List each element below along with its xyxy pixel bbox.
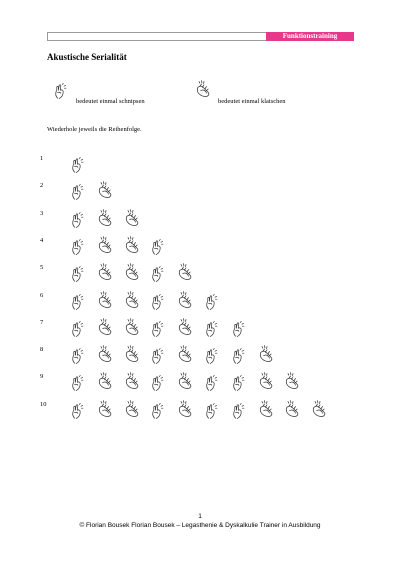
- snap-hand-icon: [149, 318, 165, 340]
- snap-hand-icon: [230, 400, 246, 422]
- clap-hands-icon: [96, 343, 116, 365]
- instruction-text: Wiederhole jeweils die Reihenfolge.: [47, 126, 142, 133]
- clap-hands-icon: [123, 343, 143, 365]
- snap-hand-icon: [230, 345, 246, 367]
- clap-hands-icon: [257, 343, 277, 365]
- clap-hands-icon: [176, 343, 196, 365]
- snap-hand-icon: [149, 400, 165, 422]
- snap-hand-icon: [149, 263, 165, 285]
- row-number: 8: [40, 346, 44, 354]
- row-number: 5: [40, 264, 44, 272]
- sequence-row: [40, 179, 360, 206]
- snap-hand-icon: [149, 236, 165, 258]
- header-tag: Funktionstraining: [266, 32, 354, 41]
- snap-hand-icon: [203, 291, 219, 313]
- snap-hand-icon: [69, 263, 85, 285]
- snap-hand-icon: [69, 291, 85, 313]
- snap-hand-icon: [149, 372, 165, 394]
- row-number: 2: [40, 182, 44, 190]
- clap-hands-icon: [283, 370, 303, 392]
- legend-clap-text: bedeutet einmal klatschen: [218, 98, 286, 105]
- snap-hand-icon: [69, 345, 85, 367]
- clap-hands-icon: [123, 398, 143, 420]
- row-number: 9: [40, 373, 44, 381]
- clap-hands-icon: [176, 261, 196, 283]
- snap-hand-icon: [203, 372, 219, 394]
- snap-hand-icon: [69, 209, 85, 231]
- sequence-row: [40, 370, 360, 397]
- snap-hand-icon: [203, 400, 219, 422]
- page-number: 1: [198, 513, 202, 520]
- clap-hands-icon: [96, 289, 116, 311]
- header-bar: [47, 32, 354, 41]
- snap-hand-icon: [52, 82, 68, 100]
- sequence-row: [40, 152, 360, 179]
- row-number: 7: [40, 318, 44, 326]
- snap-hand-icon: [69, 181, 85, 203]
- snap-hand-icon: [203, 318, 219, 340]
- sequence-row: [40, 261, 360, 288]
- snap-hand-icon: [149, 345, 165, 367]
- clap-hands-icon: [176, 370, 196, 392]
- clap-hands-icon: [123, 234, 143, 256]
- clap-hands-icon: [283, 398, 303, 420]
- snap-hand-icon: [149, 291, 165, 313]
- snap-hand-icon: [203, 345, 219, 367]
- snap-hand-icon: [230, 318, 246, 340]
- clap-hands-icon: [96, 207, 116, 229]
- snap-hand-icon: [230, 372, 246, 394]
- row-number: 6: [40, 291, 44, 299]
- clap-hands-icon: [123, 316, 143, 338]
- clap-hands-icon: [123, 370, 143, 392]
- legend-snap-text: bedeutet einmal schnipsen: [76, 98, 145, 105]
- sequence-row: [40, 207, 360, 234]
- sequence-row: [40, 343, 360, 370]
- clap-hands-icon: [257, 370, 277, 392]
- row-number: 1: [40, 155, 44, 162]
- footer-copyright: © Florian Bousek Florian Bousek – Legasthenie & Dyskalkulie Trainer in Ausbildung: [79, 522, 321, 529]
- clap-hands-icon: [176, 316, 196, 338]
- row-number: 3: [40, 209, 44, 217]
- page-title: Akustische Serialität: [47, 52, 127, 62]
- snap-hand-icon: [69, 236, 85, 258]
- sequence-row: [40, 289, 360, 316]
- sequence-row: [40, 316, 360, 343]
- snap-hand-icon: [69, 318, 85, 340]
- clap-hands-icon: [96, 370, 116, 392]
- sequence-row: [40, 398, 360, 425]
- clap-hands-icon: [123, 261, 143, 283]
- clap-hands-icon: [123, 207, 143, 229]
- clap-hands-icon: [123, 289, 143, 311]
- snap-hand-icon: [69, 154, 85, 176]
- clap-hands-icon: [194, 78, 214, 100]
- clap-hands-icon: [96, 398, 116, 420]
- clap-hands-icon: [310, 398, 330, 420]
- clap-hands-icon: [96, 316, 116, 338]
- row-number: 10: [40, 400, 47, 408]
- snap-hand-icon: [69, 400, 85, 422]
- clap-hands-icon: [176, 398, 196, 420]
- clap-hands-icon: [96, 179, 116, 201]
- clap-hands-icon: [176, 289, 196, 311]
- clap-hands-icon: [96, 261, 116, 283]
- clap-hands-icon: [257, 398, 277, 420]
- clap-hands-icon: [96, 234, 116, 256]
- sequence-row: [40, 234, 360, 261]
- snap-hand-icon: [69, 372, 85, 394]
- row-number: 4: [40, 236, 44, 244]
